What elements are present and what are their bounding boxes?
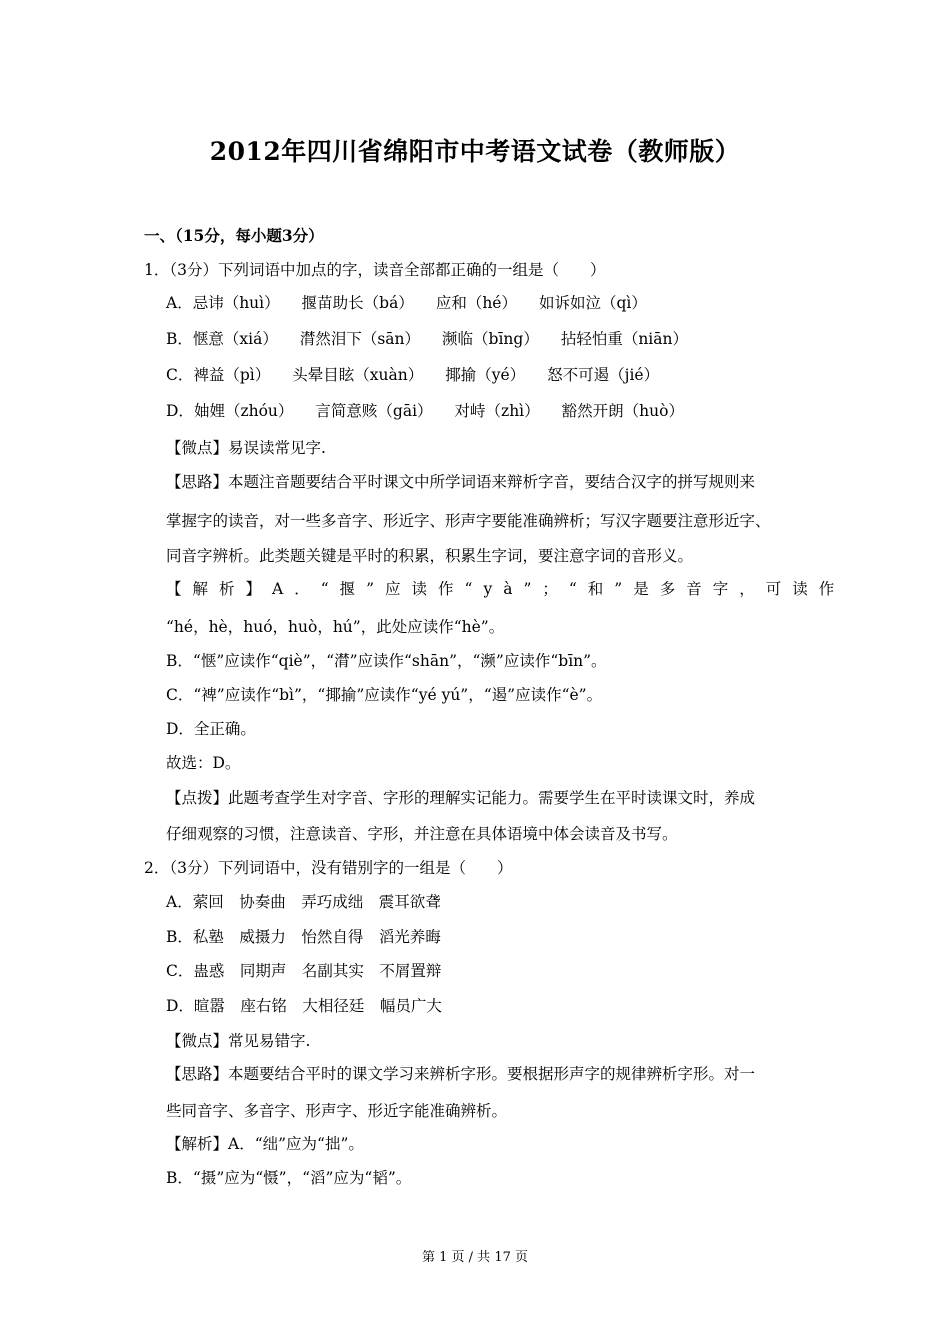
- option-label: C．: [166, 366, 194, 384]
- question-2-silu-line-1: 【思路】本题要结合平时的课文学习来辨析字形。要根据形声字的规律辨析字形。对一: [166, 1065, 756, 1083]
- option-word: 裨益（pì）: [193, 366, 271, 384]
- question-1-option-b: [166, 329, 710, 349]
- option-word: 揠苗助长（bá）: [301, 294, 414, 312]
- option-word: 忌讳（huì）: [192, 294, 280, 312]
- question-2-stem: 2．（3分）下列词语中，没有错别字的一组是（ ）: [144, 859, 513, 877]
- question-1-dianbo-line-2: 仔细观察的习惯，注意读音、字形，并注意在具体语境中体会读音及书写。: [166, 825, 678, 843]
- option-word: 惬意（xiá）: [192, 330, 278, 348]
- question-1-jiexi-b: B．“惬”应读作“qiè”，“潸”应读作“shān”，“濒”应读作“bīn”。: [166, 652, 607, 670]
- question-1-option-c: [166, 365, 681, 385]
- option-word: 拈轻怕重（niān）: [560, 330, 688, 348]
- option-word: 头晕目眩（xuàn）: [292, 366, 424, 384]
- question-1-jiexi-d: D．全正确。: [166, 720, 256, 738]
- section-heading: 一、（15分，每小题3分）: [144, 226, 324, 245]
- question-1-dianbo-line-1: 【点拨】此题考查学生对字音、字形的理解实记能力。需要学生在平时读课文时，养成: [166, 789, 756, 807]
- question-1-jiexi-c: C．“裨”应读作“bì”，“揶揄”应读作“yé yú”，“遏”应读作“è”。: [166, 686, 603, 704]
- question-1-stem: 1．（3分）下列词语中加点的字，读音全部都正确的一组是（ ）: [144, 261, 606, 279]
- option-label: A．: [166, 294, 193, 312]
- question-2-jiexi-b: B．“摄”应为“慑”，“滔”应为“韬”。: [166, 1169, 412, 1187]
- question-2-silu-line-2: 些同音字、多音字、形声字、形近字能准确辨析。: [166, 1102, 508, 1120]
- option-word: 应和（hé）: [435, 294, 517, 312]
- option-word: 豁然开朗（huò）: [561, 402, 684, 420]
- question-2-jiexi-a: 【解析】A．“绌”应为“拙”。: [166, 1135, 364, 1153]
- question-1-answer: 故选：D。: [166, 754, 241, 772]
- question-1-jiexi-line-2: “hé，hè，huó，huò，hú”，此处应读作“hè”。: [166, 618, 505, 636]
- option-word: 对峙（zhì）: [454, 402, 540, 420]
- question-2-weidian: 【微点】常见易错字.: [166, 1032, 311, 1050]
- option-word: 揶揄（yé）: [445, 366, 526, 384]
- option-label: B．: [166, 330, 193, 348]
- question-2-option-c: C．蛊惑 同期声 名副其实 不屑置辩: [166, 962, 442, 980]
- question-1-option-a: [166, 293, 669, 313]
- option-word: 濒临（bīng）: [442, 330, 539, 348]
- document-title: 2012年四川省绵阳市中考语文试卷（教师版）: [209, 137, 741, 166]
- option-word: 如诉如泣（qì）: [538, 294, 647, 312]
- question-2-option-a: A．萦回 协奏曲 弄巧成绌 震耳欲聋: [166, 893, 441, 911]
- question-1-silu-line-1: 【思路】本题注音题要结合平时课文中所学词语来辩析字音，要结合汉字的拼写规则来: [166, 473, 756, 491]
- option-word: 妯娌（zhóu）: [193, 402, 294, 420]
- option-word: 怒不可遏（jié）: [547, 366, 660, 384]
- question-1-silu-line-3: 同音字辨析。此类题关键是平时的积累，积累生字词，要注意字词的音形义。: [166, 547, 694, 565]
- question-1-option-d: [166, 401, 706, 421]
- question-2-option-b: B．私塾 威摄力 怡然自得 滔光养晦: [166, 928, 441, 946]
- option-word: 言简意赅（gāi）: [315, 402, 433, 420]
- question-1-jiexi-line-1: 【解析】A．“揠”应读作“yà”；“和”是多音字，可读作: [166, 580, 846, 598]
- question-2-option-d: D．暄嚣 座右铭 大相径廷 幅员广大: [166, 997, 442, 1015]
- question-1-silu-line-2: 掌握字的读音，对一些多音字、形近字、形声字要能准确辨析；写汉字题要注意形近字、: [166, 512, 771, 530]
- question-1-weidian: 【微点】易误读常见字.: [166, 439, 326, 457]
- option-word: 潸然泪下（sān）: [299, 330, 421, 348]
- option-label: D．: [166, 402, 194, 420]
- page-footer: 第 1 页 / 共 17 页: [422, 1250, 528, 1265]
